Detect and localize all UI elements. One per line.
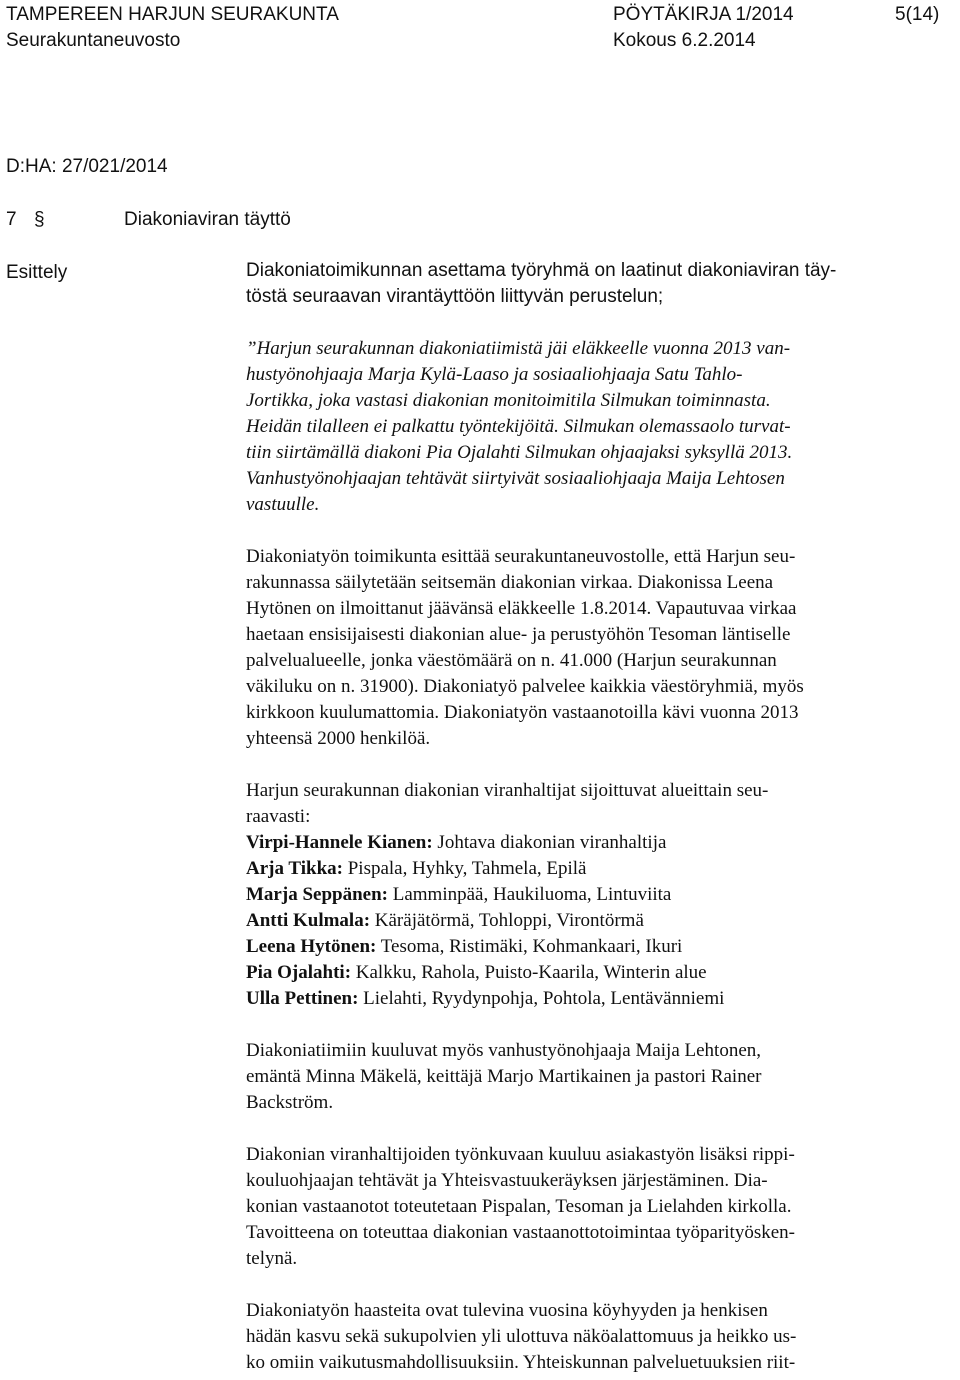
assignment-area: Johtava diakonian viranhaltija — [432, 832, 667, 853]
text-line: raavasti: — [246, 806, 311, 827]
assignment-area: Kalkku, Rahola, Puisto-Kaarila, Winterin alue — [351, 962, 707, 983]
text-line: Jortikka, joka vastasi diakonian monitoimitila Silmukan toiminnasta. — [246, 390, 771, 411]
assignment-name: Leena Hytönen: — [246, 936, 377, 957]
text-line: palvelualueelle, jonka väestömäärä on n. 41.000 (Harjun seurakunnan — [246, 650, 777, 671]
text-line: yhteensä 2000 henkilöä. — [246, 728, 431, 749]
assignment-name: Marja Seppänen: — [246, 884, 388, 905]
text-line: telynä. — [246, 1248, 298, 1269]
assignment-row — [246, 908, 918, 934]
text-line: hädän kasvu sekä sukupolvien yli ulottuva näköalattomuus ja heikko us- — [246, 1326, 797, 1347]
text-line: vastuulle. — [246, 494, 320, 515]
side-label-esittely: Esittely — [6, 262, 68, 283]
text-line: kirkkoon kuulumattomia. Diakoniatyön vastaanotoilla kävi vuonna 2013 — [246, 702, 799, 723]
text-line: Diakoniatiimiin kuuluvat myös vanhustyönohjaaja Maija Lehtonen, — [246, 1040, 762, 1061]
header-page-number: 5(14) — [895, 4, 940, 25]
assignment-area: Pispala, Hyhky, Tahmela, Epilä — [342, 858, 587, 879]
text-line: tiin siirtämällä diakoni Pia Ojalahti Silmukan ohjaajaksi syksyllä 2013. — [246, 442, 793, 463]
paragraph-proposal — [246, 544, 918, 752]
text-line: väkiluku on n. 31900). Diakoniatyö palvelee kaikkia väestöryhmiä, myös — [246, 676, 804, 697]
text-line: hustyönohjaaja Marja Kylä-Laaso ja sosiaaliohjaaja Satu Tahlo- — [246, 364, 743, 385]
text-line: Backström. — [246, 1092, 334, 1113]
assignment-area: Lielahti, Ryydynpohja, Pohtola, Lentävänniemi — [358, 988, 725, 1009]
text-line: konian vastaanotot toteutetaan Pispalan, Tesoman ja Lielahden kirkolla. — [246, 1196, 792, 1217]
assignment-row — [246, 856, 918, 882]
section-title: Diakoniaviran täyttö — [124, 209, 291, 230]
assignment-row — [246, 882, 918, 908]
text-line: kouluohjaajan tehtävät ja Yhteisvastuukeräyksen järjestäminen. Dia- — [246, 1170, 768, 1191]
text-line: Diakoniatyön toimikunta esittää seurakuntaneuvostolle, että Harjun seu- — [246, 546, 796, 567]
header-doc-type: PÖYTÄKIRJA 1/2014 — [613, 4, 794, 25]
text-line: ko omiin vaikutusmahdollisuuksiin. Yhteiskunnan palveluetuuksien riit- — [246, 1352, 796, 1373]
paragraph-duties — [246, 1142, 918, 1272]
quote-paragraph — [246, 336, 918, 518]
text-line: Vanhustyönohjaajan tehtävät siirtyivät sosiaaliohjaaja Maija Lehtosen — [246, 468, 785, 489]
assignment-name: Arja Tikka: — [246, 858, 343, 879]
text-line: ”Harjun seurakunnan diakoniatiimistä jäi eläkkeelle vuonna 2013 van- — [246, 338, 791, 359]
assignment-area: Käräjätörmä, Tohloppi, Virontörmä — [370, 910, 644, 931]
text-line: töstä seuraavan virantäyttöön liittyvän perustelun; — [246, 286, 664, 307]
text-line: Hytönen on ilmoittanut jäävänsä eläkkeelle 1.8.2014. Vapautuvaa virkaa — [246, 598, 797, 619]
header-board: Seurakuntaneuvosto — [6, 30, 181, 51]
assignment-row — [246, 986, 918, 1012]
paragraph-assignments — [246, 778, 918, 1012]
text-line: Diakoniatoimikunnan asettama työryhmä on laatinut diakoniaviran täy- — [246, 260, 837, 281]
assignment-name: Antti Kulmala: — [246, 910, 371, 931]
text-line: Tavoitteena on toteuttaa diakonian vastaanottotoimintaa työparityösken- — [246, 1222, 795, 1243]
header-org: TAMPEREEN HARJUN SEURAKUNTA — [6, 4, 339, 25]
text-line: Heidän tilalleen ei palkattu työntekijöitä. Silmukan olemassaolo turvat- — [246, 416, 791, 437]
paragraph-challenges — [246, 1298, 918, 1376]
reference-number: D:HA: 27/021/2014 — [6, 156, 168, 177]
text-line: haetaan ensisijaisesti diakonian alue- ja perustyöhön Tesoman läntiselle — [246, 624, 791, 645]
assignment-area: Lamminpää, Haukiluoma, Lintuviita — [387, 884, 672, 905]
assignment-row — [246, 934, 918, 960]
assignment-row — [246, 830, 918, 856]
assignment-row — [246, 960, 918, 986]
assignment-name: Ulla Pettinen: — [246, 988, 359, 1009]
intro-paragraph — [246, 258, 918, 310]
assignment-name: Virpi-Hannele Kianen: — [246, 832, 433, 853]
text-line: Diakoniatyön haasteita ovat tulevina vuosina köyhyyden ja henkisen — [246, 1300, 768, 1321]
text-line: Harjun seurakunnan diakonian viranhaltijat sijoittuvat alueittain seu- — [246, 780, 769, 801]
paragraph-team — [246, 1038, 918, 1116]
assignment-name: Pia Ojalahti: — [246, 962, 352, 983]
text-line: Diakonian viranhaltijoiden työnkuvaan kuuluu asiakastyön lisäksi rippi- — [246, 1144, 795, 1165]
section-symbol: § — [34, 209, 45, 230]
assignment-area: Tesoma, Ristimäki, Kohmankaari, Ikuri — [376, 936, 683, 957]
text-line: emäntä Minna Mäkelä, keittäjä Marjo Martikainen ja pastori Rainer — [246, 1066, 762, 1087]
header-meeting: Kokous 6.2.2014 — [613, 30, 756, 51]
section-number: 7 — [6, 209, 17, 230]
document-body — [246, 258, 918, 1376]
text-line: rakunnassa säilytetään seitsemän diakonian virkaa. Diakonissa Leena — [246, 572, 774, 593]
